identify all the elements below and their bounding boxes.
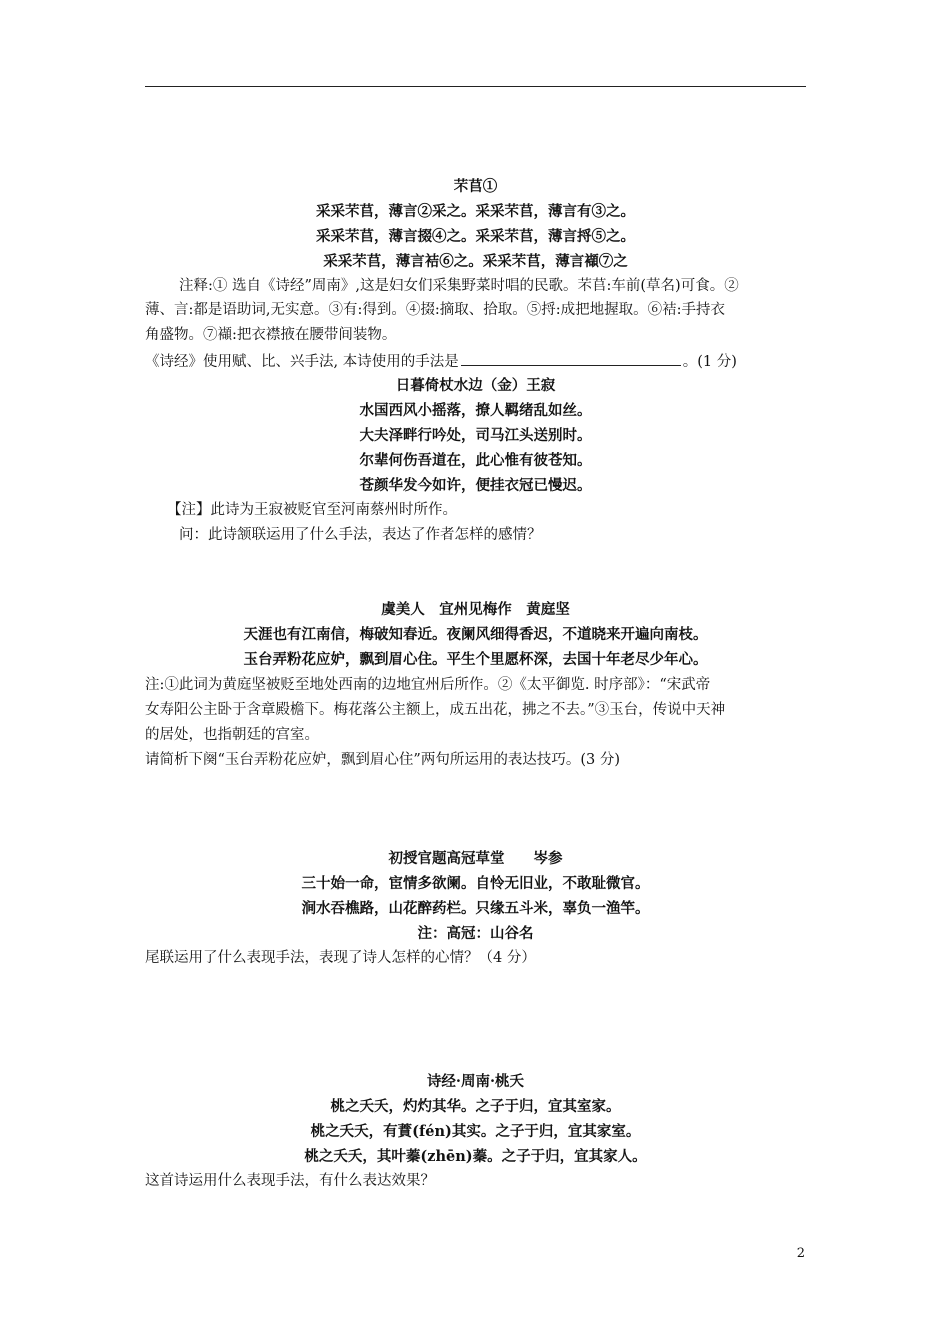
poem1-question [145,351,806,372]
header-rule [145,86,806,87]
poem1-question-text: 《诗经》使用赋、比、兴手法, 本诗使用的手法是 [145,354,459,370]
poem3-line: 天涯也有江南信，梅破知春近。夜阑风细得香迟，不道晓来开遍向南枝。 [243,626,708,643]
poem5-line: 桃之夭夭，有蕡(fén)其实。之子于归，宜其家室。 [310,1123,641,1140]
answer-blank[interactable] [461,351,681,366]
poem4-note: 注：高冠：山谷名 [417,925,534,942]
poem1-line: 采采芣苢，薄言②采之。采采芣苢，薄言有③之。 [316,203,635,220]
poem2-line: 苍颜华发今如许，便挂衣冠已慢迟。 [359,477,592,494]
poem3-note: 的居处，也指朝廷的宫室。 [145,727,319,743]
poem3-question: 请简析下阕“玉台弄粉花应妒，飘到眉心住”两句所运用的表达技巧。(3 分) [145,752,620,768]
poem1-line: 采采芣苢，薄言袺⑥之。采采芣苢，薄言襭⑦之 [323,253,628,270]
poem2-line: 水国西风小摇落，撩人羁绪乱如丝。 [359,402,592,419]
poem4-question: 尾联运用了什么表现手法，表现了诗人怎样的心情？（4 分） [145,950,536,966]
poem2-title: 日暮倚杖水边（金）王寂 [395,377,556,394]
poem2-note: 【注】此诗为王寂被贬官至河南蔡州时所作。 [167,502,457,518]
poem4-title: 初授官题高冠草堂 岑参 [388,850,563,867]
poem1-note: 薄、言:都是语助词,无实意。③有:得到。④掇:摘取、拾取。⑤捋:成把地握取。⑥袺:手持衣 [145,302,726,318]
poem1-title: 芣苢① [453,178,498,195]
poem5-question: 这首诗运用什么表现手法，有什么表达效果？ [145,1173,435,1189]
poem2-question: 问：此诗颔联运用了什么手法，表达了作者怎样的感情？ [179,527,542,543]
poem5-line: 桃之夭夭，其叶蓁(zhēn)蓁。之子于归，宜其家人。 [304,1148,647,1165]
poem3-note: 注:①此词为黄庭坚被贬至地处西南的边地宜州后所作。②《太平御览. 时序部》：“宋武帝 [145,677,711,693]
poem3-line: 玉台弄粉花应妒，飘到眉心住。平生个里愿杯深，去国十年老尽少年心。 [243,651,708,668]
poem4-line: 涧水吞樵路，山花醉药栏。只缘五斗米，辜负一渔竿。 [301,900,650,917]
poem1-question-score: 。(1 分) [682,354,737,370]
poem1-line: 采采芣苢，薄言掇④之。采采芣苢，薄言捋⑤之。 [316,228,635,245]
poem1-note: 注释:① 选自《诗经”周南》,这是妇女们采集野菜时唱的民歌。芣苢:车前(草名)可食。② [179,278,739,294]
poem3-note: 女寿阳公主卧于含章殿檐下。梅花落公主额上，成五出花，拂之不去。”③玉台，传说中天神 [145,702,726,718]
poem1-note: 角盛物。⑦襭:把衣襟掖在腰带间装物。 [145,327,397,343]
page-number: 2 [796,1246,805,1261]
poem5-line: 桃之夭夭，灼灼其华。之子于归，宜其室家。 [330,1098,621,1115]
poem4-line: 三十始一命，宦情多欲阑。自怜无旧业，不敢耻微官。 [301,875,650,892]
poem3-title: 虞美人 宜州见梅作 黄庭坚 [381,601,570,618]
poem2-line: 尔辈何伤吾道在，此心惟有彼苍知。 [359,452,592,469]
poem2-line: 大夫泽畔行吟处，司马江头送别时。 [359,427,592,444]
poem5-title: 诗经·周南·桃夭 [426,1073,525,1090]
